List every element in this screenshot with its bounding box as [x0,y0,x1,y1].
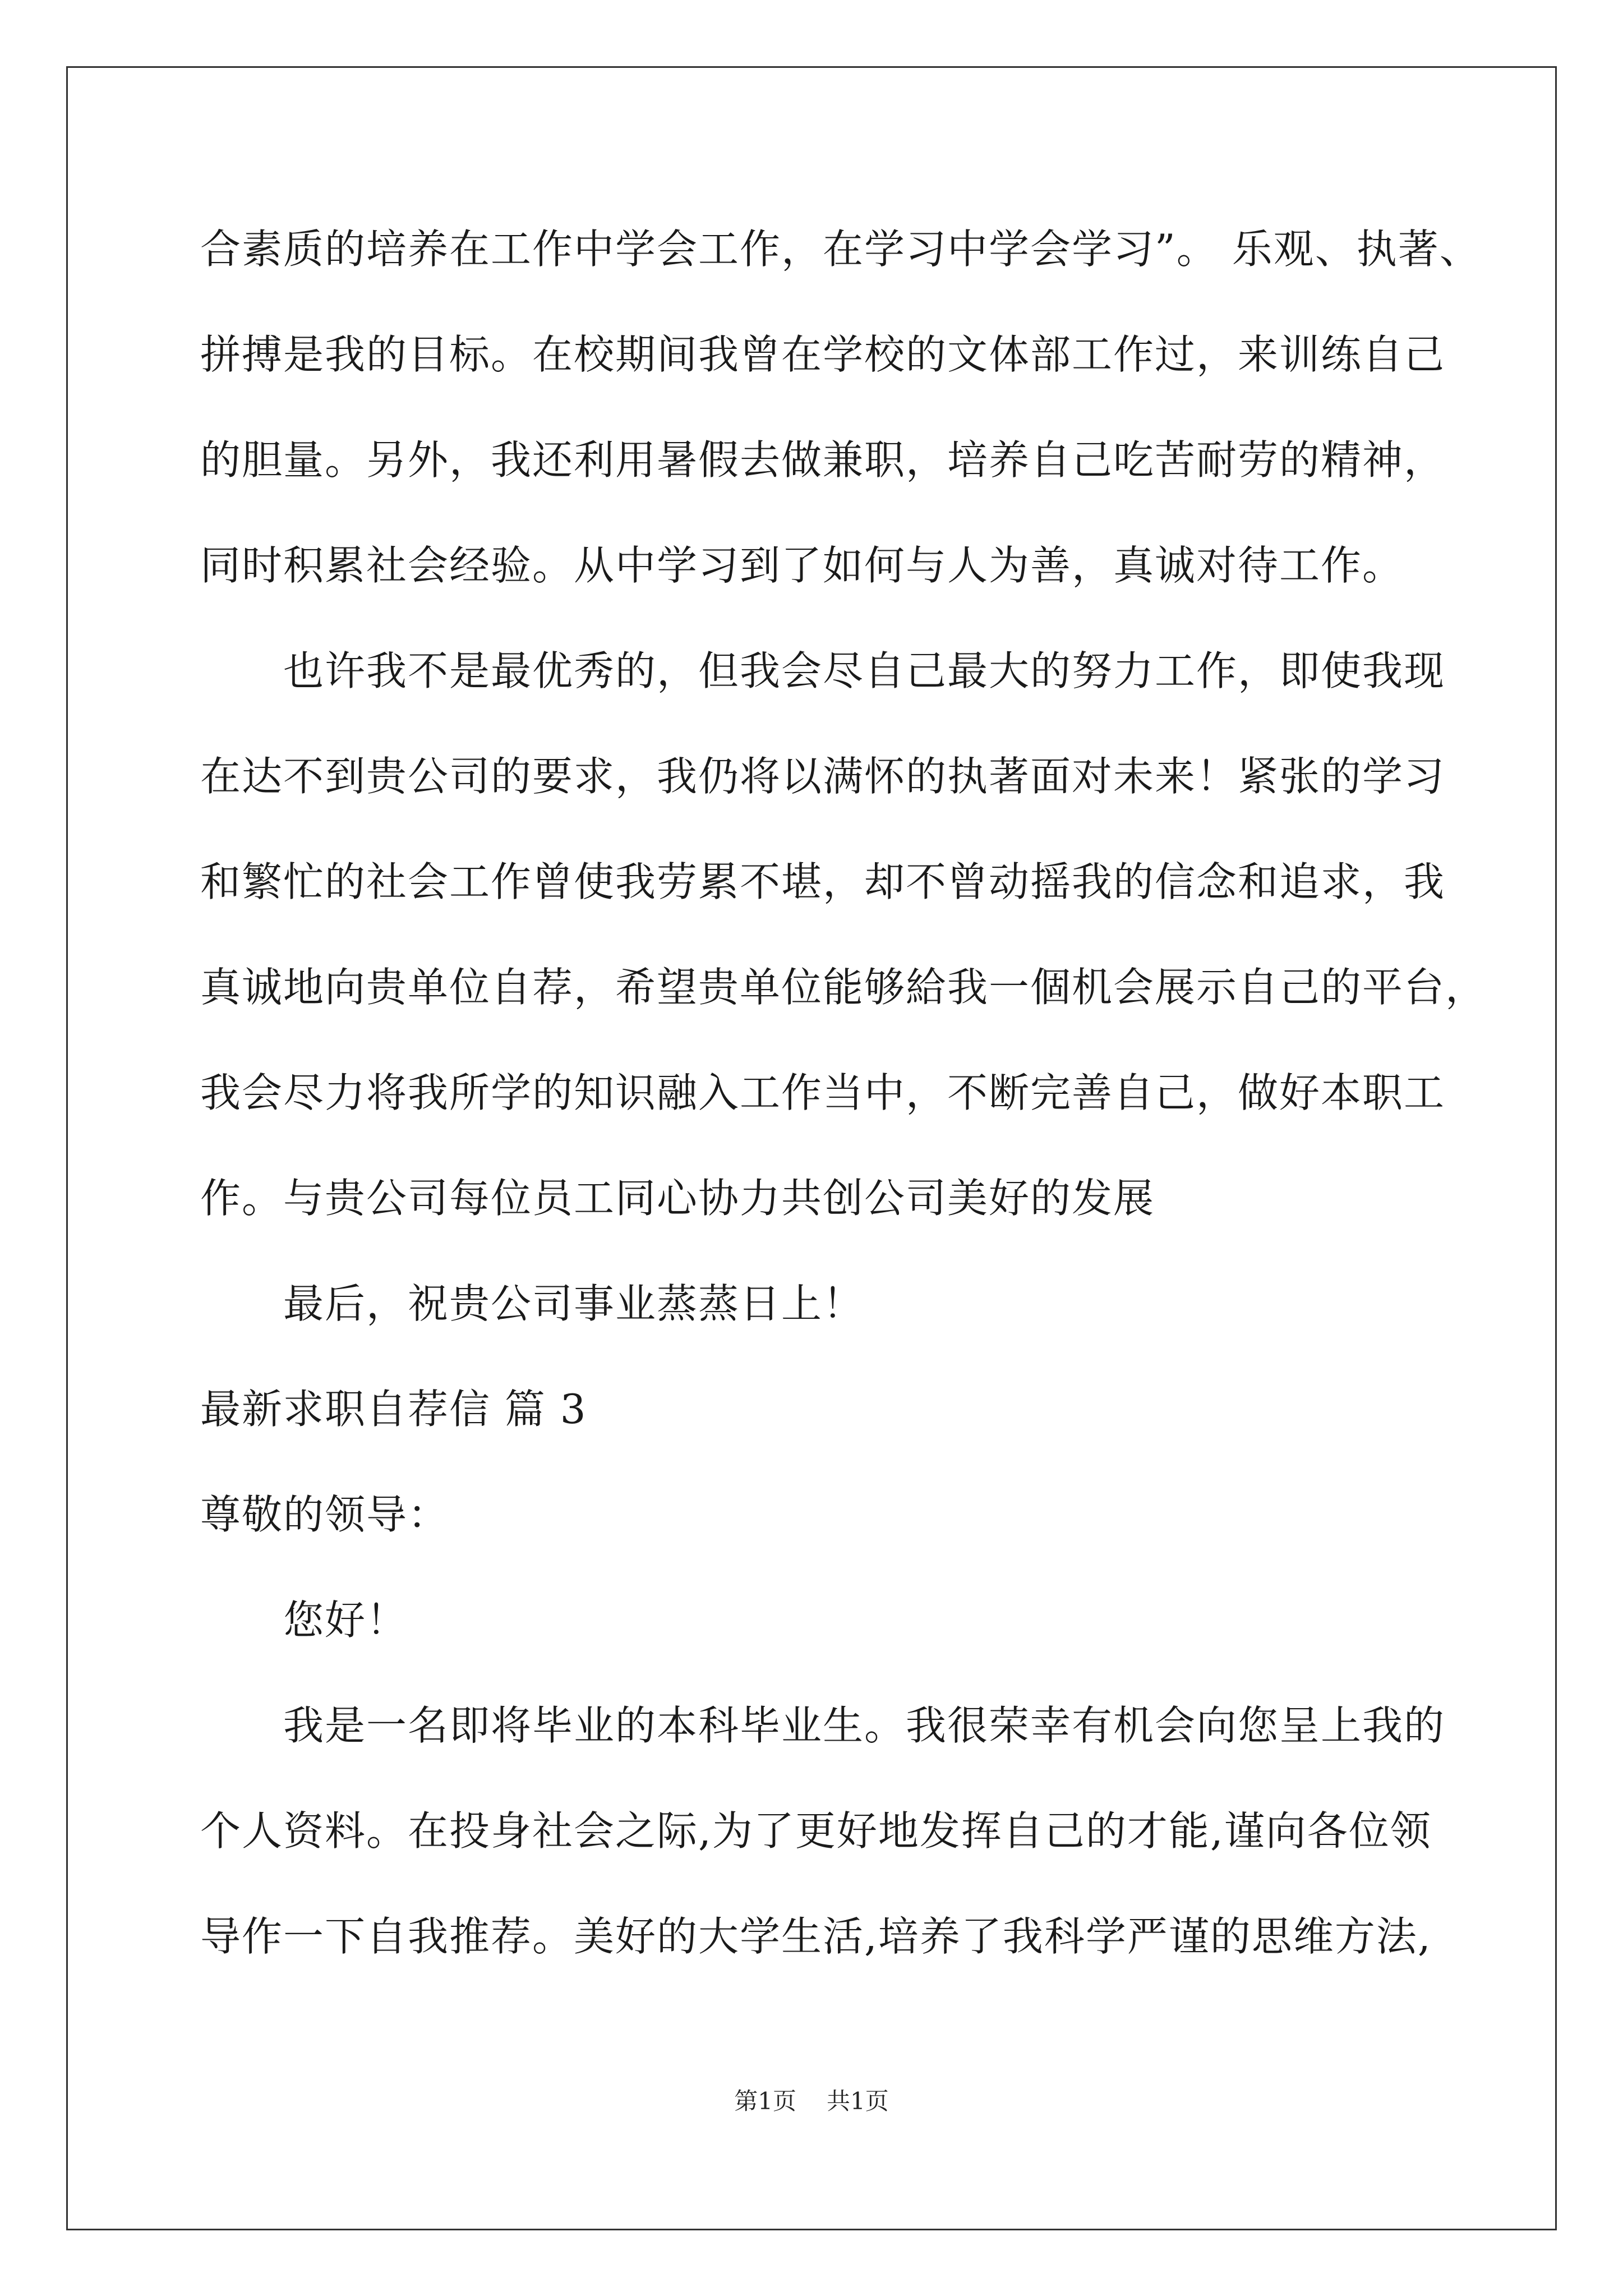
salutation: 尊敬的领导： [200,1491,450,1538]
text-line: 作。与贵公司每位员工同心协力共创公司美好的发展 [200,1175,1155,1222]
section-heading: 最新求职自荐信 篇 3 [200,1386,587,1433]
paragraph-start-line: 也许我不是最优秀的，但我会尽自己最大的努力工作，即使我现 [283,647,1446,694]
text-line: 拼搏是我的目标。在校期间我曾在学校的文体部工作过，来训练自己 [200,331,1446,378]
text-line: 在达不到贵公司的要求，我仍将以满怀的执著面对未来！紧张的学习 [200,753,1446,800]
text-line: 和繁忙的社会工作曾使我劳累不堪，却不曾动摇我的信念和追求，我 [200,858,1446,905]
text-line: 我会尽力将我所学的知识融入工作当中，不断完善自己，做好本职工 [200,1069,1446,1116]
text-line: 导作一下自我推荐。美好的大学生活,培养了我科学严谨的思维方法, [200,1913,1432,1960]
page-number: 第1页 [734,2087,796,2115]
greeting: 您好！ [283,1596,408,1644]
page-footer [0,2085,1623,2118]
paragraph-start-line: 我是一名即将毕业的本科毕业生。我很荣幸有机会向您呈上我的 [283,1702,1446,1749]
text-line: 合素质的培养在工作中学会工作，在学习中学会学习”。 乐观、执著、 [200,226,1481,273]
document-body [200,196,1487,1989]
text-line: 真诚地向贵单位自荐，希望贵单位能够給我一個机会展示自己的平台， [200,964,1487,1011]
closing-wish-line: 最后，祝贵公司事业蒸蒸日上！ [283,1280,865,1327]
page-total: 共1页 [827,2087,889,2115]
text-line: 个人资料。在投身社会之际,为了更好地发挥自己的才能,谨向各位领 [200,1807,1432,1855]
text-line: 的胆量。另外，我还利用暑假去做兼职，培养自己吃苦耐劳的精神， [200,436,1446,484]
text-line: 同时积累社会经验。从中学习到了如何与人为善，真诚对待工作。 [200,542,1404,589]
